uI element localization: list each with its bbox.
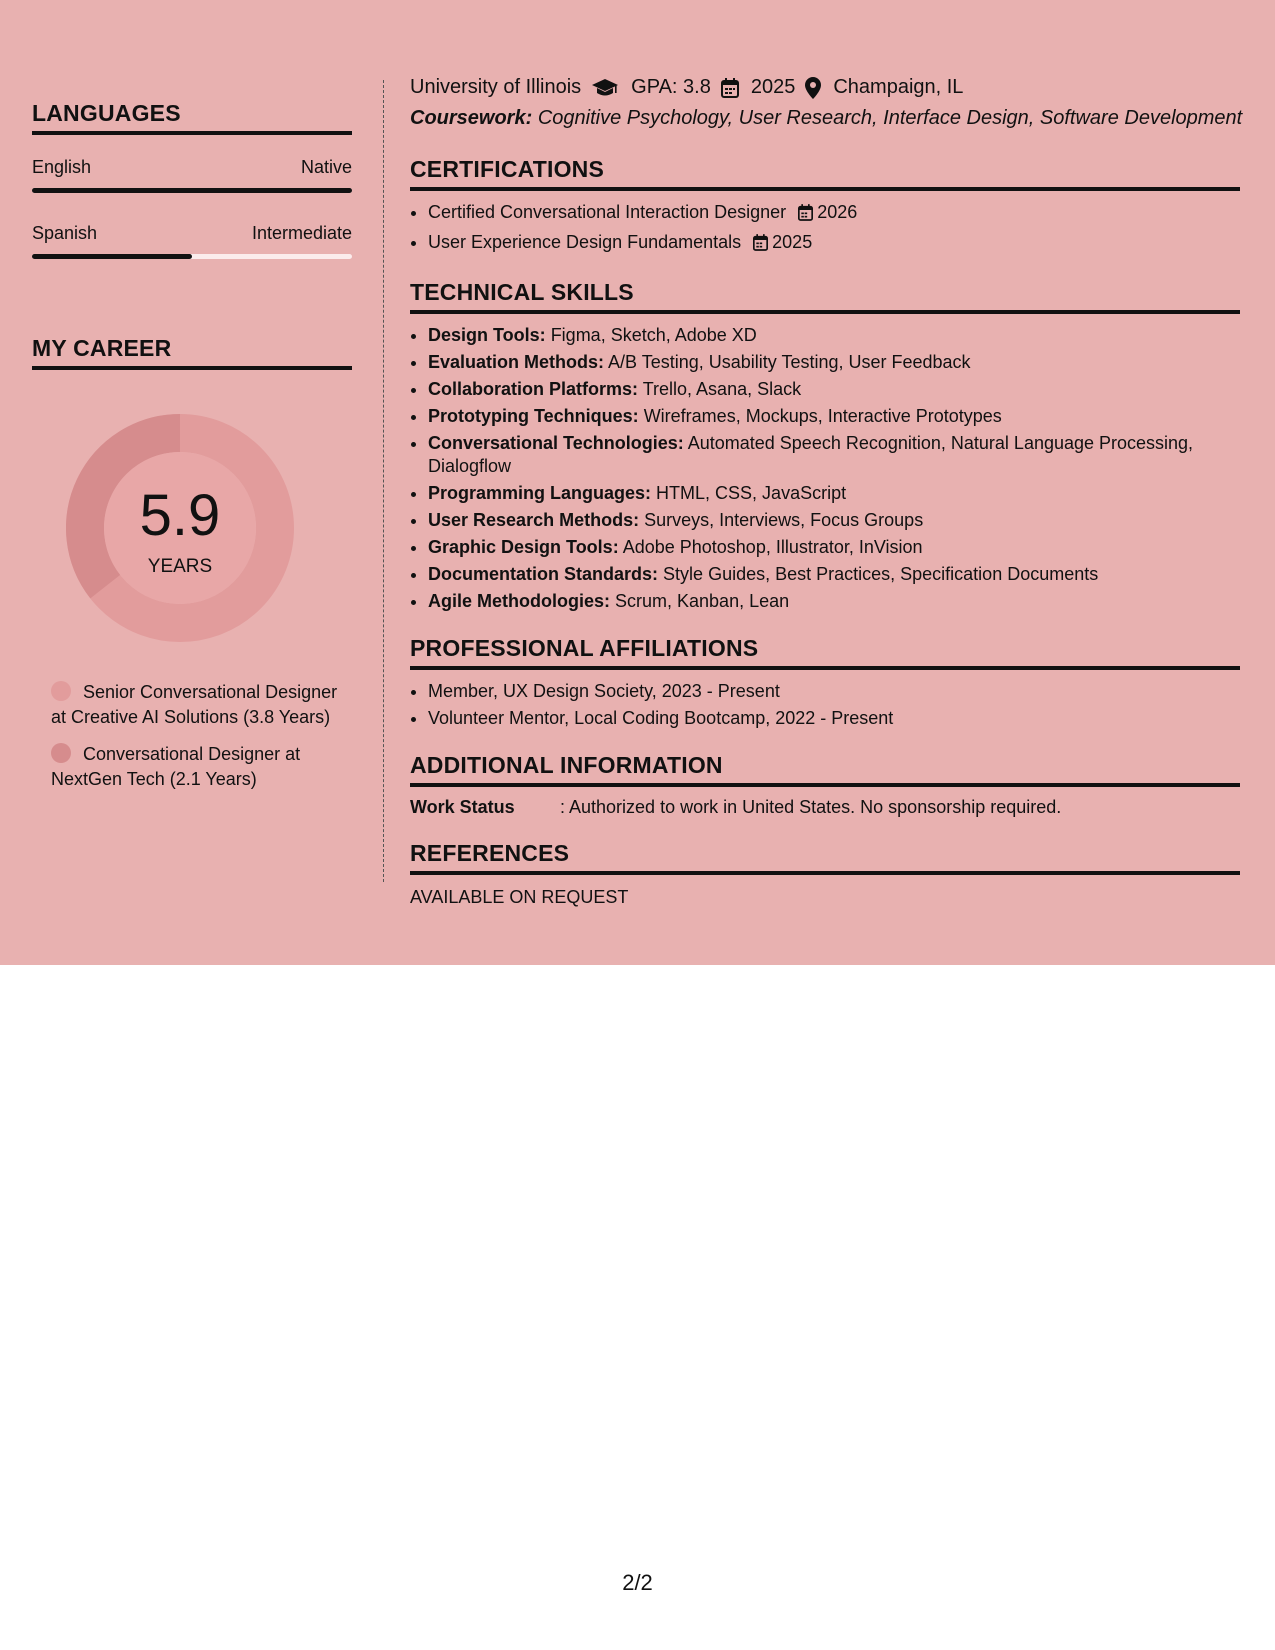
certification-name: Certified Conversational Interaction Designer [428, 202, 787, 222]
affiliations-list [410, 680, 1240, 730]
language-english [32, 157, 352, 193]
language-level: Native [300, 157, 352, 177]
affiliations-heading: PROFESSIONAL AFFILIATIONS [410, 635, 1240, 670]
list-item [428, 231, 1240, 257]
skill-label: Design Tools: [428, 325, 546, 345]
additional-heading: ADDITIONAL INFORMATION [410, 752, 1240, 787]
legend-item [51, 742, 352, 792]
additional-section [410, 752, 1240, 818]
legend-item [51, 680, 352, 730]
coursework-label: Coursework: [410, 107, 533, 129]
list-item [428, 509, 1240, 532]
list-item [428, 482, 1240, 505]
skill-value: Adobe Photoshop, Illustrator, InVision [622, 537, 923, 557]
language-bar [32, 254, 352, 259]
affiliations-section [410, 635, 1240, 730]
language-bar [32, 188, 352, 193]
skill-value: Style Guides, Best Practices, Specification Documents [663, 564, 1099, 584]
career-heading: MY CAREER [32, 335, 352, 370]
references-section [410, 840, 1240, 908]
column-divider [383, 80, 384, 882]
career-total-years: 5.9 [139, 483, 221, 548]
list-item [428, 378, 1240, 401]
list-item [428, 536, 1240, 559]
language-name: English [32, 157, 92, 177]
certification-year: 2025 [772, 232, 813, 252]
education-year: 2025 [750, 76, 796, 98]
legend-label: Senior Conversational Designer at Creative AI Solutions (3.8 Years) [51, 682, 338, 727]
education-line [410, 76, 1240, 99]
skill-label: Documentation Standards: [428, 564, 659, 584]
list-item: • Member, UX Design Society, 2023 - Present [428, 680, 1240, 703]
skill-label: Graphic Design Tools: [428, 537, 619, 557]
skills-heading: TECHNICAL SKILLS [410, 279, 1240, 314]
language-name: Spanish [32, 223, 98, 243]
skill-value: Trello, Asana, Slack [642, 379, 802, 399]
skill-label: Conversational Technologies: [428, 433, 684, 453]
legend-label: Conversational Designer at NextGen Tech (2.1 Years) [51, 744, 301, 789]
list-item [428, 201, 1240, 227]
language-bar-fill [32, 188, 352, 193]
skill-label: Collaboration Platforms: [428, 379, 639, 399]
calendar-icon [753, 234, 768, 257]
career-legend [51, 680, 352, 792]
work-status-label: Work Status [410, 797, 515, 817]
list-item [428, 351, 1240, 374]
right-column [410, 76, 1243, 908]
skills-list [410, 324, 1240, 613]
calendar-icon [798, 204, 813, 227]
list-item [428, 405, 1240, 428]
list-item [428, 563, 1240, 586]
certification-name: User Experience Design Fundamentals [428, 232, 742, 252]
education-school: University of Illinois [410, 76, 582, 98]
left-column [32, 100, 352, 804]
list-item: • Volunteer Mentor, Local Coding Bootcamp, 2022 - Present [428, 707, 1240, 730]
career-donut [66, 414, 294, 642]
skill-label: Programming Languages: [428, 483, 652, 503]
map-pin-icon [805, 77, 821, 99]
language-bar-fill [32, 254, 192, 259]
legend-dot [51, 681, 71, 701]
page-number: 2/2 [622, 1570, 653, 1595]
skill-value: Figma, Sketch, Adobe XD [550, 325, 757, 345]
certifications-heading: CERTIFICATIONS [410, 156, 1240, 191]
skill-value: Scrum, Kanban, Lean [615, 591, 790, 611]
work-status-row [410, 797, 1240, 818]
list-item [428, 432, 1240, 478]
education-gpa: GPA: 3.8 [631, 76, 711, 98]
references-text: AVAILABLE ON REQUEST [410, 887, 629, 907]
list-item [428, 590, 1240, 613]
career-years-unit: YEARS [147, 556, 213, 577]
skill-value: Wireframes, Mockups, Interactive Prototypes [643, 406, 1002, 426]
skill-value: Surveys, Interviews, Focus Groups [644, 510, 924, 530]
language-spanish [32, 223, 352, 259]
skill-value: A/B Testing, Usability Testing, User Feedback [608, 352, 971, 372]
language-level: Intermediate [251, 223, 352, 243]
education-location: Champaign, IL [833, 76, 964, 98]
skills-section [410, 279, 1240, 613]
skill-label: User Research Methods: [428, 510, 640, 530]
certifications-list [410, 201, 1240, 257]
calendar-icon [721, 78, 739, 98]
coursework-text: Cognitive Psychology, User Research, Interface Design, Software Development [537, 107, 1243, 129]
skill-label: Evaluation Methods: [428, 352, 605, 372]
skill-label: Prototyping Techniques: [428, 406, 639, 426]
graduation-cap-icon [591, 78, 619, 98]
skill-value: HTML, CSS, JavaScript [656, 483, 847, 503]
skill-label: Agile Methodologies: [428, 591, 610, 611]
coursework [410, 107, 1243, 130]
list-item [428, 324, 1240, 347]
work-status-value: : Authorized to work in United States. No sponsorship required. [560, 797, 1062, 817]
references-heading: REFERENCES [410, 840, 1240, 875]
languages-heading: LANGUAGES [32, 100, 352, 135]
certifications-section [410, 156, 1240, 257]
legend-dot [51, 743, 71, 763]
skill-value: Automated Speech Recognition, Natural Language Processing, Dialogflow [428, 433, 1194, 476]
certification-year: 2026 [817, 202, 858, 222]
